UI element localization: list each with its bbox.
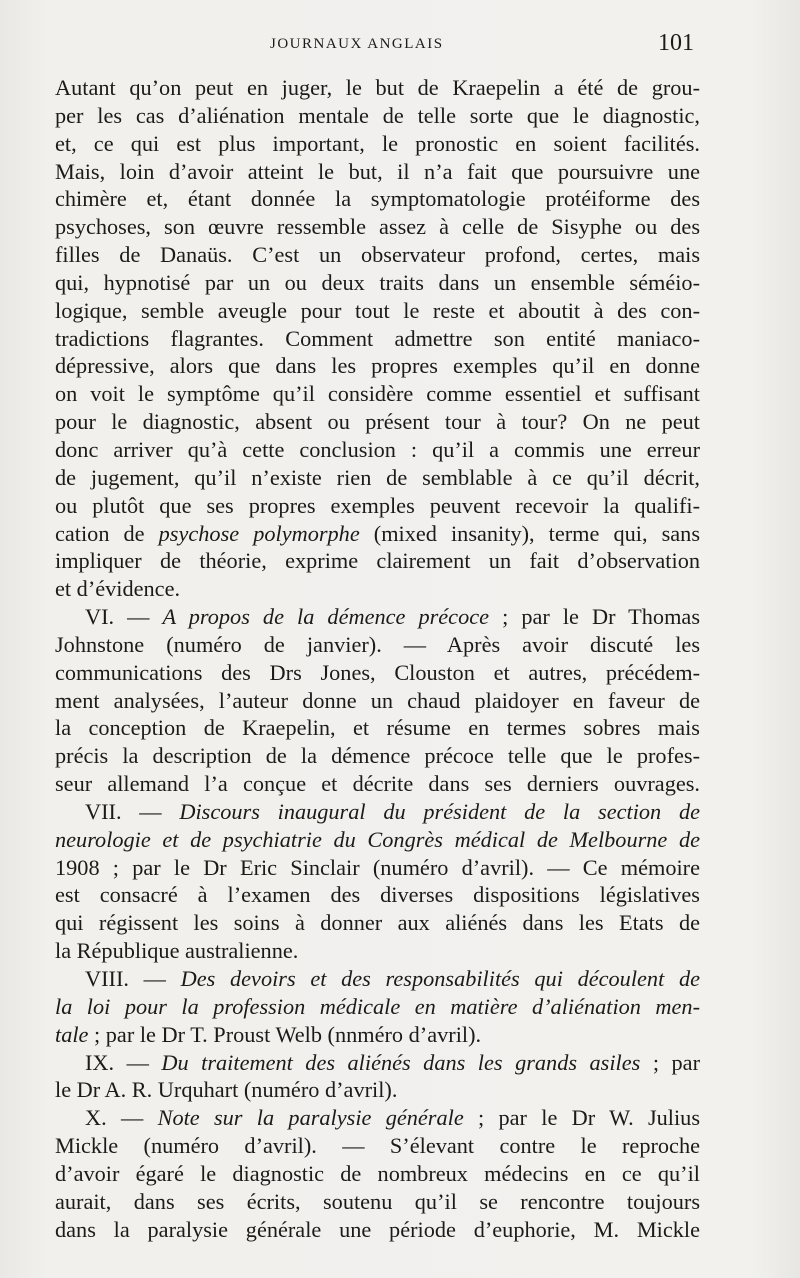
- text-line: dépressive, alors que dans les propres exemples qu’il en donne: [55, 353, 700, 379]
- italic-title: Discours inaugural du président de la section de: [179, 798, 700, 824]
- text-line: on voit le symptôme qu’il considère comme essentiel et suffisant: [55, 381, 700, 407]
- text-segment: X. —: [85, 1105, 158, 1131]
- text-line: 1908 ; par le Dr Eric Sinclair (numéro d’avril). — Ce mémoire: [55, 854, 700, 880]
- text-line: aurait, dans ses écrits, soutenu qu’il se rencontre toujours: [55, 1188, 700, 1214]
- text-line: psychoses, son œuvre ressemble assez à celle de Sisyphe ou des: [55, 214, 700, 240]
- text-segment: ; par: [640, 1049, 700, 1075]
- italic-title: neurologie et de psychiatrie du Congrès médical de Melbourne de: [55, 826, 700, 852]
- text-line: Mais, loin d’avoir atteint le but, il n’a fait que poursuivre une: [55, 158, 700, 184]
- text-line: pour le diagnostic, absent ou présent tour à tour? On ne peut: [55, 409, 700, 435]
- italic-title: A propos de la démence précoce: [162, 604, 490, 630]
- text-line: [55, 798, 700, 826]
- text-line: ment analysées, l’auteur donne un chaud plaidoyer en faveur de: [55, 687, 700, 713]
- text-line: [55, 826, 700, 854]
- text-line: Johnstone (numéro de janvier). — Après avoir discuté les: [55, 631, 700, 657]
- text-segment: (mixed insanity), terme qui, sans: [359, 520, 700, 546]
- text-segment: VII. —: [85, 798, 180, 824]
- text-line: [55, 1021, 700, 1049]
- text-line: communications des Drs Jones, Clouston et autres, précédem-: [55, 659, 700, 685]
- text-line: qui, hypnotisé par un ou deux traits dans un ensemble séméio-: [55, 269, 700, 295]
- text-line: logique, semble aveugle pour tout le reste et aboutit à des con-: [55, 297, 700, 323]
- text-line: [55, 1104, 700, 1132]
- text-line: [55, 603, 700, 631]
- text-line: qui régissent les soins à donner aux aliénés dans les Etats de: [55, 910, 700, 936]
- text-line: [55, 993, 700, 1021]
- italic-title: Du traitement des aliénés dans les grands asiles: [161, 1049, 641, 1075]
- body-text: [55, 74, 700, 1243]
- text-segment: ; par le Dr W. Julius: [463, 1105, 700, 1131]
- running-title: JOURNAUX ANGLAIS: [270, 36, 444, 52]
- page-number: 101: [658, 30, 694, 56]
- text-segment: IX. —: [85, 1049, 162, 1075]
- text-segment: ; par le Dr Thomas: [489, 604, 700, 630]
- text-line: donc arriver qu’à cette conclusion : qu’il a commis une erreur: [55, 436, 700, 462]
- text-line: filles de Danaüs. C’est un observateur profond, certes, mais: [55, 242, 700, 268]
- text-line: [55, 965, 700, 993]
- text-line: précis la description de la démence précoce telle que le profes-: [55, 743, 700, 769]
- text-line: chimère et, étant donnée la symptomatologie protéiforme des: [55, 186, 700, 212]
- text-line: Mickle (numéro d’avril). — S’élevant contre le reproche: [55, 1133, 700, 1159]
- text-segment: cation de: [55, 520, 159, 546]
- text-line: et, ce qui est plus important, le pronostic en soient facilités.: [55, 130, 700, 156]
- italic-title: la loi pour la profession médicale en matière d’aliénation men-: [55, 993, 700, 1019]
- text-line: la République australienne.: [55, 938, 299, 964]
- text-line: et d’évidence.: [55, 576, 181, 602]
- text-line: [55, 1049, 700, 1077]
- italic-title: psychose polymorphe: [158, 520, 360, 546]
- text-line: per les cas d’aliénation mentale de telle sorte que le diagnostic,: [55, 102, 700, 128]
- text-line: [55, 520, 700, 548]
- text-line: impliquer de théorie, exprime clairement un fait d’observation: [55, 548, 700, 574]
- italic-title: Note sur la paralysie générale: [157, 1105, 464, 1131]
- text-line: est consacré à l’examen des diverses dispositions législatives: [55, 882, 700, 908]
- text-segment: ; par le Dr T. Proust Welb (nnméro d’avril).: [88, 1021, 482, 1047]
- text-line: seur allemand l’a conçue et décrite dans ses derniers ouvrages.: [55, 771, 700, 797]
- text-line: tradictions flagrantes. Comment admettre son entité maniaco-: [55, 325, 700, 351]
- text-segment: VIII. —: [85, 966, 181, 991]
- italic-title: Des devoirs et des responsabilités qui découlent de: [180, 966, 700, 991]
- text-line: dans la paralysie générale une période d’euphorie, M. Mickle: [55, 1216, 700, 1242]
- text-line: d’avoir égaré le diagnostic de nombreux médecins en ce qu’il: [55, 1160, 700, 1186]
- italic-title: tale: [55, 1021, 89, 1047]
- text-line: ou plutôt que ses propres exemples peuvent recevoir la qualifi-: [55, 492, 700, 518]
- text-line: le Dr A. R. Urquhart (numéro d’avril).: [55, 1077, 398, 1103]
- text-line: Autant qu’on peut en juger, le but de Kraepelin a été de grou-: [55, 75, 700, 100]
- text-line: de jugement, qu’il n’existe rien de semblable à ce qu’il décrit,: [55, 464, 700, 490]
- text-segment: VI. —: [85, 604, 163, 630]
- text-line: la conception de Kraepelin, et résume en termes sobres mais: [55, 715, 700, 741]
